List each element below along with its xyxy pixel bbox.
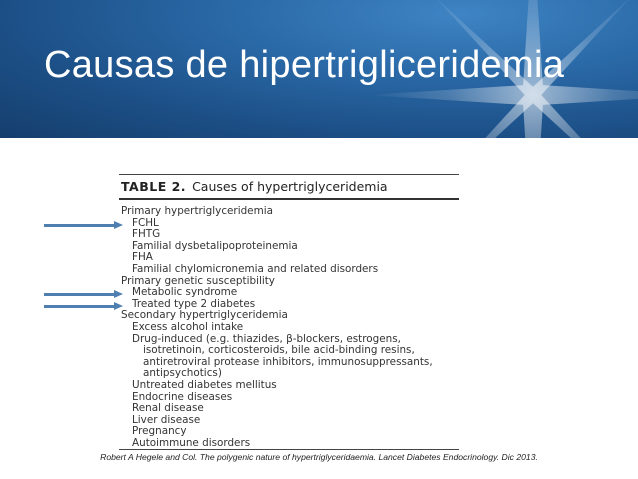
table-caption — [121, 179, 388, 194]
table-body — [121, 206, 461, 449]
citation-text: Robert A Hegele and Col. The polygenic nature of hypertriglyceridaemia. Lancet Diabetes Endocrinology. Dic 2013. — [100, 452, 538, 462]
table-header-rule — [119, 198, 459, 200]
table-row: Familial chylomicronemia and related disorders — [132, 262, 379, 275]
table-row: Untreated diabetes mellitus — [132, 378, 277, 391]
table-row: Excess alcohol intake — [132, 320, 244, 333]
table-row: FHA — [132, 251, 153, 264]
table-label: TABLE 2. — [121, 179, 187, 194]
table-row: Pregnancy — [132, 425, 187, 438]
table-top-rule — [119, 174, 459, 175]
table-row: antipsychotics) — [143, 367, 222, 380]
table-row: Familial dysbetalipoproteinemia — [132, 239, 298, 252]
table-row: Treated type 2 diabetes — [132, 297, 256, 310]
table-row: isotretinoin, corticosteroids, bile acid-binding resins, — [143, 344, 415, 357]
table-row: FHTG — [132, 228, 161, 241]
table-row: antiretroviral protease inhibitors, immunosuppressants, — [143, 355, 433, 368]
arrow-right-icon — [44, 305, 115, 308]
table-row: Autoimmune disorders — [132, 436, 251, 449]
arrow-right-icon — [44, 224, 115, 227]
arrow-right-icon — [44, 293, 115, 296]
table-caption-text: Causes of hypertriglyceridemia — [192, 179, 388, 194]
table-row: FCHL — [132, 216, 159, 229]
table-row: Primary genetic susceptibility — [121, 274, 275, 287]
table-row: Endocrine diseases — [132, 390, 233, 403]
slide-header-banner — [0, 0, 638, 138]
table-row: Renal disease — [132, 402, 204, 415]
table-bottom-rule — [119, 449, 459, 450]
table-row: Liver disease — [132, 413, 201, 426]
page-title: Causas de hipertrigliceridemia — [44, 44, 565, 86]
table-row: Metabolic syndrome — [132, 286, 238, 299]
table-row: Drug-induced (e.g. thiazides, β-blockers, estrogens, — [132, 332, 401, 345]
table-row: Secondary hypertriglyceridemia — [121, 309, 288, 322]
table-row: Primary hypertriglyceridemia — [121, 205, 273, 217]
